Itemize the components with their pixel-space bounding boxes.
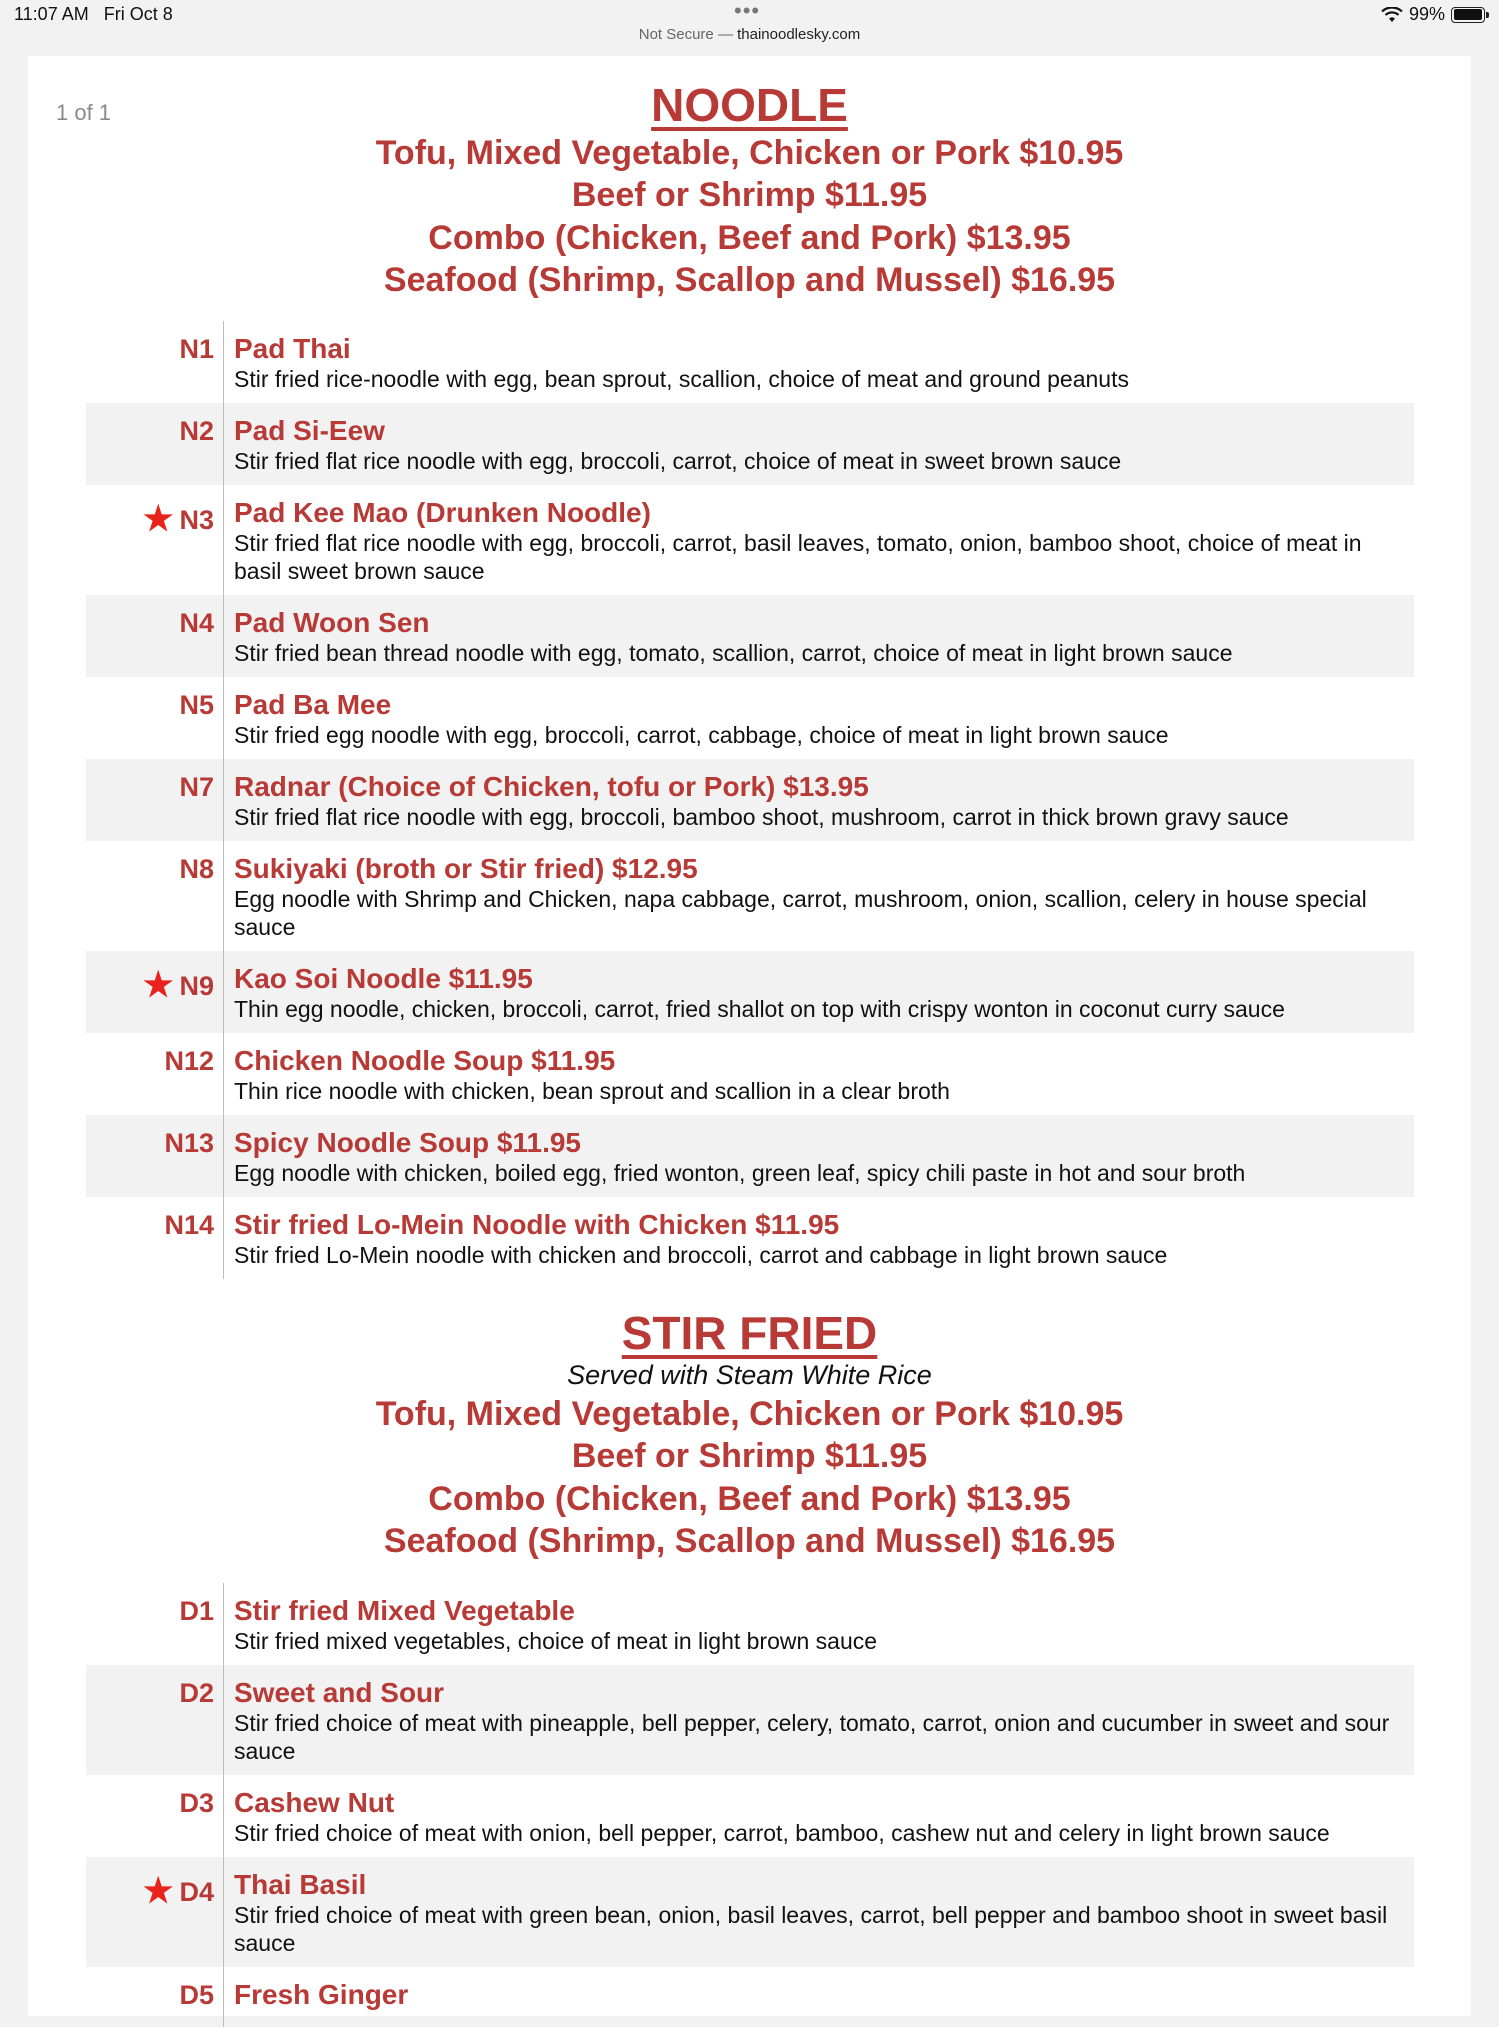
item-description: Stir fried flat rice noodle with egg, broccoli, carrot, choice of meat in sweet brown sauce (234, 448, 1122, 474)
item-description: Stir fried choice of meat with green bean, onion, basil leaves, carrot, bell pepper and bamboo shoot in sweet basil sauce (234, 1902, 1388, 1956)
menu-item (86, 1857, 1414, 1967)
item-name: Spicy Noodle Soup $11.95 (234, 1127, 582, 1158)
item-name: Stir fried Mixed Vegetable (234, 1595, 575, 1626)
stir-fried-section-title: STIR FRIED (621, 1307, 878, 1359)
item-description: Stir fried mixed vegetables, choice of meat in light brown sauce (234, 1628, 878, 1654)
item-description: Stir fried flat rice noodle with egg, broccoli, bamboo shoot, mushroom, carrot in thick brown gravy sauce (234, 804, 1289, 830)
item-code (86, 854, 214, 885)
item-name: Sukiyaki (broth or Stir fried) $12.95 (234, 853, 698, 884)
address-bar[interactable] (0, 26, 1499, 43)
spicy-star-icon: ★ (143, 966, 174, 1004)
item-code (86, 1788, 214, 1819)
noodle-price-line: Seafood (Shrimp, Scallop and Mussel) $16.95 (383, 261, 1116, 299)
stir-fried-price-line: Tofu, Mixed Vegetable, Chicken or Pork $10.95 (375, 1395, 1124, 1433)
noodle-menu-list (86, 321, 1414, 1279)
noodle-price-line: Combo (Chicken, Beef and Pork) $13.95 (428, 219, 1071, 257)
menu-item (86, 485, 1414, 595)
item-code-text: N1 (179, 334, 214, 364)
wifi-icon (1381, 7, 1403, 23)
menu-item (86, 595, 1414, 677)
item-code (86, 1870, 214, 1910)
security-label: Not Secure — (638, 26, 733, 43)
menu-item (86, 677, 1414, 759)
item-name: Pad Woon Sen (234, 607, 430, 638)
row-divider (223, 1775, 224, 1857)
menu-item (86, 1197, 1414, 1279)
stir-fried-price-line: Beef or Shrimp $11.95 (571, 1437, 928, 1475)
item-name: Fresh Ginger (234, 1979, 409, 2010)
row-divider (223, 595, 224, 677)
item-code-text: N3 (179, 505, 214, 535)
row-divider (223, 1967, 224, 2027)
stir-fried-price-line: Combo (Chicken, Beef and Pork) $13.95 (428, 1480, 1071, 1518)
item-code (86, 608, 214, 639)
item-name: Radnar (Choice of Chicken, tofu or Pork) $13.95 (234, 771, 869, 802)
item-name: Stir fried Lo-Mein Noodle with Chicken $11.95 (234, 1209, 840, 1240)
item-name: Pad Ba Mee (234, 689, 392, 720)
stir-fried-subtitle: Served with Steam White Rice (567, 1360, 932, 1390)
more-options-icon[interactable]: ••• (734, 0, 761, 23)
item-code-text: N4 (179, 608, 214, 638)
row-divider (223, 1583, 224, 1665)
item-code-text: D5 (179, 1980, 214, 2010)
menu-item (86, 1115, 1414, 1197)
item-code (86, 964, 214, 1004)
item-description: Egg noodle with chicken, boiled egg, fried wonton, green leaf, spicy chili paste in hot and sour broth (234, 1160, 1246, 1186)
row-divider (223, 1197, 224, 1279)
spicy-star-icon: ★ (143, 1872, 174, 1910)
item-code-text: N8 (179, 854, 214, 884)
item-description: Stir fried Lo-Mein noodle with chicken and broccoli, carrot and cabbage in light brown sauce (234, 1242, 1168, 1268)
item-code-text: N14 (164, 1210, 214, 1240)
address-domain: thainoodlesky.com (737, 26, 861, 43)
item-description: Stir fried flat rice noodle with egg, broccoli, carrot, basil leaves, tomato, onion, bamboo shoot, choice of meat in basil sweet brown sauce (234, 530, 1362, 584)
item-code (86, 1980, 214, 2011)
item-description: Thin rice noodle with chicken, bean sprout and scallion in a clear broth (234, 1078, 950, 1104)
item-code-text: N12 (164, 1046, 214, 1076)
item-description: Thin egg noodle, chicken, broccoli, carrot, fried shallot on top with crispy wonton in coconut curry sauce (234, 996, 1285, 1022)
menu-item (86, 1775, 1414, 1857)
status-bar (0, 0, 1499, 56)
noodle-price-line: Tofu, Mixed Vegetable, Chicken or Pork $10.95 (375, 134, 1124, 172)
battery-level (1454, 9, 1482, 20)
item-code-text: D2 (179, 1678, 214, 1708)
item-name: Chicken Noodle Soup $11.95 (234, 1045, 616, 1076)
page-count-indicator: 1 of 1 (56, 100, 112, 125)
item-description: Stir fried bean thread noodle with egg, tomato, scallion, carrot, choice of meat in light brown sauce (234, 640, 1233, 666)
row-divider (223, 841, 224, 951)
item-code-text: D1 (179, 1596, 214, 1626)
item-code-text: N7 (179, 772, 214, 802)
row-divider (223, 403, 224, 485)
spicy-star-icon: ★ (143, 500, 174, 538)
item-code-text: N13 (164, 1128, 214, 1158)
menu-item (86, 321, 1414, 403)
item-description: Stir fried choice of meat with pineapple, bell pepper, celery, tomato, carrot, onion and cucumber in sweet and sour sauce (234, 1710, 1390, 1764)
row-divider (223, 1033, 224, 1115)
item-code-text: N5 (179, 690, 214, 720)
menu-item (86, 1033, 1414, 1115)
row-divider (223, 1115, 224, 1197)
item-code (86, 498, 214, 538)
item-description: Stir fried choice of meat with onion, bell pepper, carrot, bamboo, cashew nut and celery in light brown sauce (234, 1820, 1330, 1846)
row-divider (223, 1857, 224, 1967)
menu-item (86, 1967, 1414, 2027)
item-code (86, 1210, 214, 1241)
item-code-text: D3 (179, 1788, 214, 1818)
item-description: Egg noodle with Shrimp and Chicken, napa cabbage, carrot, mushroom, onion, scallion, celery in house special sauce (234, 886, 1367, 940)
item-code (86, 1046, 214, 1077)
item-name: Thai Basil (234, 1869, 367, 1900)
item-code (86, 1678, 214, 1709)
row-divider (223, 677, 224, 759)
item-name: Cashew Nut (234, 1787, 395, 1818)
status-date: Fri Oct 8 (103, 4, 173, 24)
item-name: Pad Si-Eew (234, 415, 385, 446)
battery-percent: 99% (1408, 4, 1445, 24)
item-description: Stir fried rice-noodle with egg, bean sprout, scallion, choice of meat and ground peanuts (234, 366, 1129, 392)
row-divider (223, 951, 224, 1033)
item-description: Stir fried egg noodle with egg, broccoli, carrot, cabbage, choice of meat in light brown sauce (234, 722, 1169, 748)
item-code (86, 1128, 214, 1159)
row-divider (223, 485, 224, 595)
menu-item (86, 759, 1414, 841)
item-code (86, 1596, 214, 1627)
status-time: 11:07 AM Fri Oct 8 (14, 4, 173, 24)
item-code-text: D4 (179, 1877, 214, 1907)
item-name: Kao Soi Noodle $11.95 (234, 963, 533, 994)
item-name: Pad Thai (234, 333, 351, 364)
stir-fried-price-line: Seafood (Shrimp, Scallop and Mussel) $16.95 (383, 1522, 1116, 1560)
item-code (86, 690, 214, 721)
menu-item (86, 403, 1414, 485)
item-code (86, 416, 214, 447)
menu-item (86, 951, 1414, 1033)
menu-item (86, 841, 1414, 951)
noodle-price-line: Beef or Shrimp $11.95 (571, 176, 928, 214)
battery-icon (1451, 7, 1485, 23)
item-code (86, 772, 214, 803)
row-divider (223, 321, 224, 403)
item-code-text: N2 (179, 416, 214, 446)
item-code (86, 334, 214, 365)
item-code-text: N9 (179, 971, 214, 1001)
item-name: Sweet and Sour (234, 1677, 445, 1708)
stir-fried-menu-list (86, 1583, 1414, 2027)
item-name: Pad Kee Mao (Drunken Noodle) (234, 497, 651, 528)
noodle-section-title: NOODLE (651, 79, 848, 131)
menu-item (86, 1583, 1414, 1665)
menu-item (86, 1665, 1414, 1775)
row-divider (223, 759, 224, 841)
row-divider (223, 1665, 224, 1775)
